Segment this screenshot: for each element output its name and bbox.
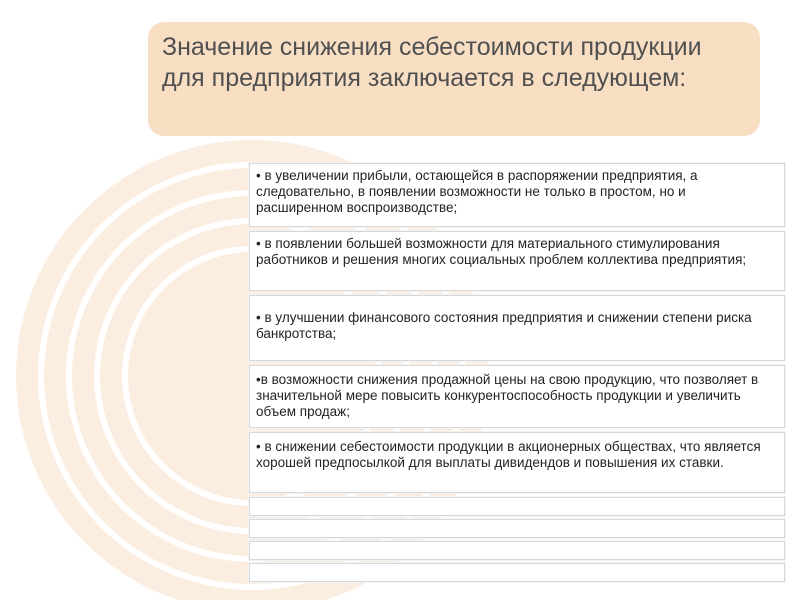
empty-row xyxy=(249,563,785,582)
list-item xyxy=(249,295,785,361)
list-item xyxy=(249,365,785,428)
items-list xyxy=(249,163,785,585)
list-item-text: • в появлении большей возможности для материального стимулирования работников и решения многих социальных проблем коллектива предприятия; xyxy=(256,236,747,267)
list-item-text: •в возможности снижения продажной цены на свою продукцию, что позволяет в значительной мере повысить конкурентоспособность продукции и увеличить объем продаж; xyxy=(256,372,759,419)
list-item-text: • в увеличении прибыли, остающейся в распоряжении предприятия, а следовательно, в появлении возможности не только в простом, но и расширенном воспроизводстве; xyxy=(256,168,698,215)
title-box xyxy=(148,22,760,136)
list-item xyxy=(249,163,785,227)
list-item xyxy=(249,231,785,291)
list-item-text: • в снижении себестоимости продукции в акционерных обществах, что является хорошей предпосылкой для выплаты дивидендов и повышения их ставки. xyxy=(256,439,761,470)
empty-row xyxy=(249,497,785,516)
empty-row xyxy=(249,519,785,538)
slide-title: Значение снижения себестоимости продукции для предприятия заключается в следующем: xyxy=(162,33,702,92)
list-item-text: • в улучшении финансового состояния предприятия и снижении степени риска банкротства; xyxy=(256,310,752,341)
empty-row xyxy=(249,541,785,560)
list-item xyxy=(249,432,785,493)
